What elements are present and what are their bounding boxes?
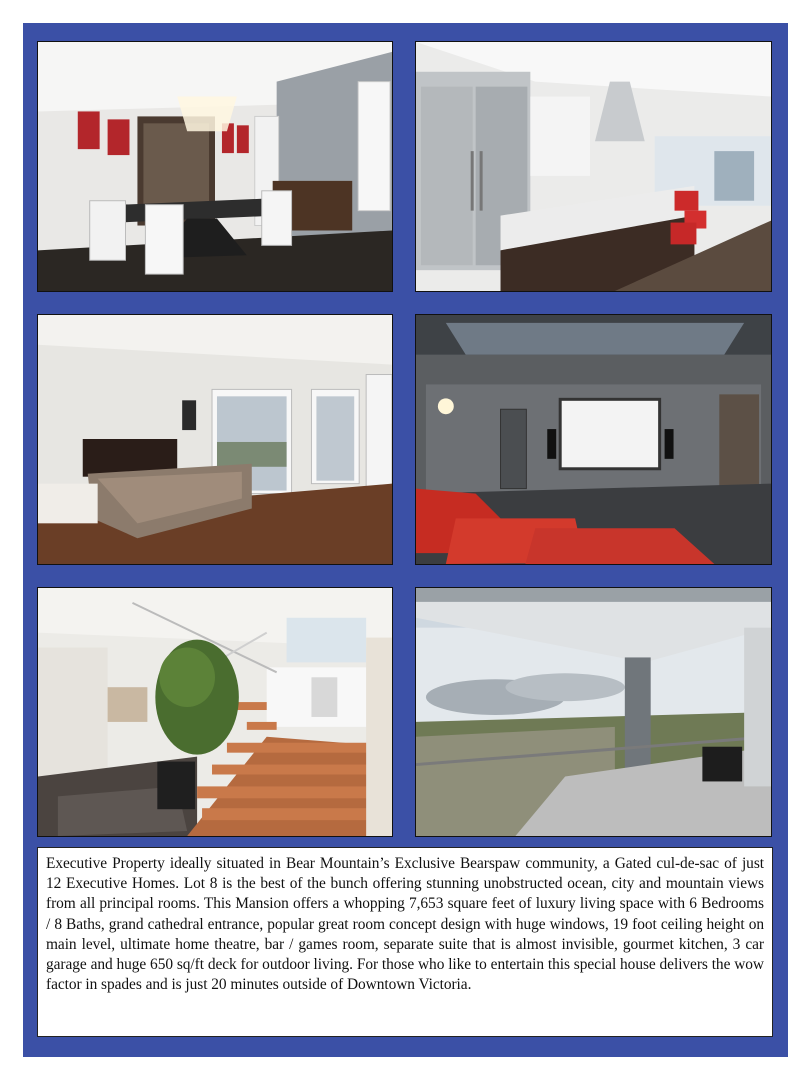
photo-deck-view	[415, 587, 772, 837]
photo-dining-room	[37, 41, 393, 292]
photo-kitchen	[415, 41, 772, 292]
property-description: Executive Property ideally situated in Bear Mountain’s Exclusive Bearspaw community, a Gated cul-de-sac of just 12 Executive Homes. Lot 8 is the best of the bunch offering stunning unobstructed ocean, city and mountain views from all principal rooms. This Mansion offers a whopping 7,653 square feet of luxury living space with 6 Bedrooms / 8 Baths, grand cathedral entrance, popular great room concept design with huge windows, 19 foot ceiling height on main level, ultimate home theatre, bar / games room, separate suite that is almost invisible, gourmet kitchen, 3 car garage and huge 650 sq/ft deck for outdoor living. For those who like to entertain this special house delivers the wow factor in spades and is just 20 minutes outside of Downtown Victoria.	[37, 847, 773, 1037]
photo-staircase-foyer	[37, 587, 393, 837]
photo-home-theatre	[415, 314, 772, 565]
photo-bedroom	[37, 314, 393, 565]
